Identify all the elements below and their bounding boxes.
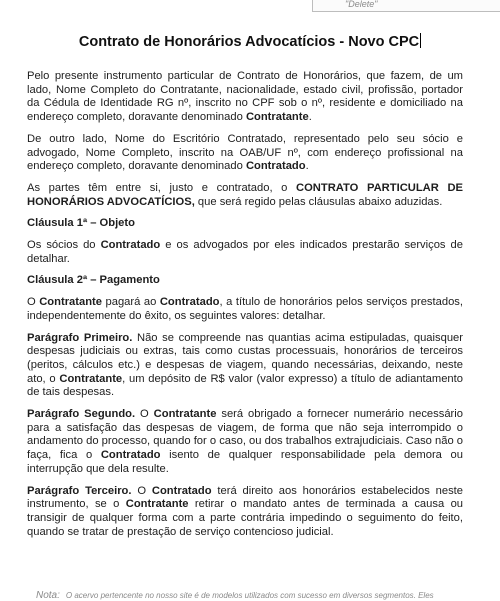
paragraph <box>27 70 463 125</box>
paragraph <box>27 133 463 174</box>
document-body[interactable] <box>27 70 463 547</box>
comment-text: "Delete" <box>345 0 378 9</box>
bold-text: Contratado <box>151 484 212 497</box>
text-run: As partes têm entre si, justo e contratado, o <box>27 181 296 194</box>
text-run: e os advogados por eles indicados prestarão serviços de detalhar. <box>27 239 464 265</box>
paragraph <box>27 408 463 477</box>
text-run: será obrigado a fornecer numerário necessário para a satisfação das despesas de viagem, de forma que não seja interrompido o andamento do processo, quando for o caso, ou dos trabalhos extrajudiciais. Caso não o faça, fica o <box>27 408 463 462</box>
footer-note-label: Nota: <box>36 590 60 601</box>
text-run: Cláusula 1ª – Objeto <box>27 217 135 230</box>
bold-text: Contratante <box>245 111 309 124</box>
text-run: , um depósito de R$ valor (valor expresso) a título de adiantamento de tais despesas. <box>27 372 463 399</box>
bold-text: Parágrafo Segundo. <box>27 408 136 421</box>
paragraph <box>27 296 463 323</box>
paragraph <box>27 182 463 209</box>
bold-text: Contratante <box>153 408 217 421</box>
paragraph <box>27 485 463 540</box>
text-run: . <box>305 160 309 173</box>
document-title[interactable] <box>0 33 500 50</box>
paragraph <box>27 332 463 401</box>
text-run: Os sócios do <box>27 239 101 252</box>
text-run: que será regido pelas cláusulas abaixo aduzidas. <box>194 195 443 208</box>
text-run: , a título de honorários pelos serviços prestados, independentemente do êxito, os seguintes valores: detalhar. <box>27 296 463 322</box>
text-cursor <box>420 33 421 48</box>
text-run: isento de qualquer responsabilidade pela demora ou interrupção que dela resulte. <box>27 449 463 475</box>
text-run: retirar o mandato antes de terminada a causa ou transigir de qualquer forma com a parte contrária impedindo o seguimento do feito, quando se tratar de prestação de serviço contencioso judicial. <box>27 498 464 538</box>
comment-balloon[interactable] <box>312 0 500 12</box>
bold-text: Contratado <box>159 296 220 309</box>
text-run: . <box>308 111 312 124</box>
footer-note <box>36 590 500 601</box>
text-run: Não se compreende nas quantias acima estipuladas, quaisquer despesas judiciais ou extras, tais como custas processuais, honorários de terceiros (peritos, cálculos etc.) e despesas de viagem, quando necessárias, deixando, neste ato, o <box>27 331 464 385</box>
bold-text: Contratante <box>125 498 189 511</box>
text-run: Pelo presente instrumento particular de Contrato de Honorários, que fazem, de um lado, Nome Completo do Contratante, nacionalidade, estado civil, profissão, portador da Cédula de Identidade RG nº, inscrito no CPF sob o nº, residente e domiciliado na endereço completo, doravante denominado <box>27 70 463 124</box>
text-run: O <box>131 484 152 497</box>
bold-text: Contratado <box>245 160 306 173</box>
document-title-text: Contrato de Honorários Advocatícios - Novo CPC <box>78 34 420 50</box>
clause-heading <box>27 217 463 231</box>
text-run: Cláusula 2ª – Pagamento <box>27 274 160 287</box>
bold-text: Contratado <box>100 449 161 462</box>
bold-text: Contratado <box>100 239 161 252</box>
bold-text: Contratante <box>39 296 102 309</box>
text-run: pagará ao <box>102 296 160 309</box>
text-run: O <box>27 296 40 309</box>
text-run: terá direito aos honorários estabelecidos neste instrumento, se o <box>27 484 463 511</box>
bold-text: CONTRATO PARTICULAR DE HONORÁRIOS ADVOCATÍCIOS, <box>27 181 463 208</box>
bold-text: Parágrafo Primeiro. <box>27 331 133 344</box>
bold-text: Parágrafo Terceiro. <box>27 484 132 497</box>
text-run: De outro lado, Nome do Escritório Contratado, representado pelo seu sócio e advogado, Nome Completo, inscrito na OAB/UF nº, com endereço profissional na endereço completo, doravante denominado <box>27 132 463 173</box>
footer-note-text: O acervo pertencente no nosso site é de modelos utilizados com sucesso em diversos segmentos. Eles <box>65 591 434 600</box>
bold-text: Contratante <box>59 372 123 385</box>
clause-heading <box>27 274 463 288</box>
paragraph <box>27 239 463 266</box>
text-run: O <box>135 408 154 421</box>
